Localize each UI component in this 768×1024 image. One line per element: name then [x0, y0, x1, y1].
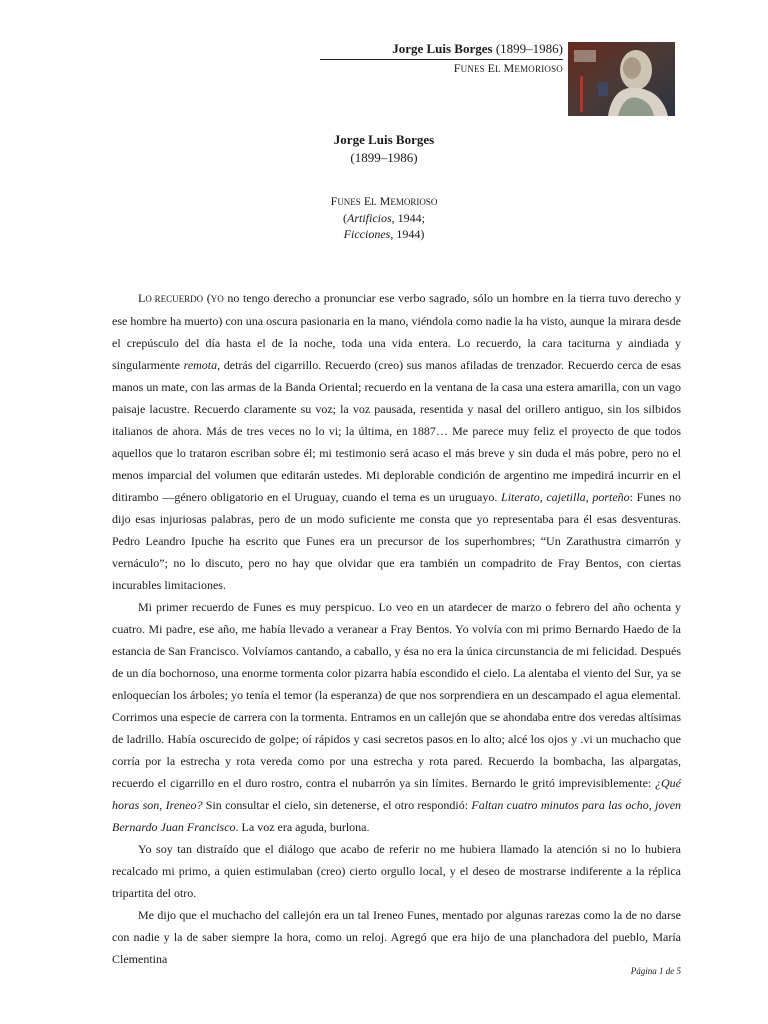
paragraph-4: Me dijo que el muchacho del callejón era un tal Ireneo Funes, mentado por algunas rarezas como la de no darse con nadie y la de saber siempre la hora, como un reloj. Agregó que era hijo de una planchadora del pueblo, María Clementina: [112, 908, 681, 966]
running-head: [320, 40, 563, 76]
running-head-author: Jorge Luis Borges: [392, 41, 493, 56]
running-head-rule: [320, 59, 563, 60]
title-author-block: [0, 131, 768, 167]
running-head-dates: (1899–1986): [495, 41, 563, 56]
story-title-block: [0, 193, 768, 242]
title-author-name: Jorge Luis Borges: [333, 132, 435, 147]
story-title: FUNES EL MEMORIOSO: [330, 194, 438, 208]
running-head-title: FUNES EL MEMORIOSO: [453, 61, 563, 75]
author-portrait-image: [568, 42, 675, 116]
paragraph-3: Yo soy tan distraído que el diálogo que acabo de referir no me hubiera llamado la atención si no lo hubiera recalcado mi primo, a quien estimulaban (creo) cierto orgullo local, y el deseo de mostrarse indiferente a la réplica tripartita del otro.: [112, 842, 681, 900]
story-source-1: (Artificios, 1944;: [342, 211, 425, 225]
paragraph-1: LO RECUERDO (YO no tengo derecho a pronunciar ese verbo sagrado, sólo un hombre en la tierra tuvo derecho y ese hombre ha muerto) con una oscura pasionaria en la mano, viéndola como nadie la ha visto, aunque la mirara desde el crepúsculo del día hasta el de la noche, toda una vida entera. Lo recuerdo, la cara taciturna y aindiada y singularmente remota, detrás del cigarrillo. Recuerdo (creo) sus manos afiladas de trenzador. Recuerdo cerca de esas manos un mate, con las armas de la Banda Oriental; recuerdo en la ventana de la casa una estera amarilla, con un vago paisaje lacustre. Recuerdo claramente su voz; la voz pausada, resentida y nasal del orillero antiguo, sin los silbidos italianos de ahora. Más de tres veces no lo vi; la última, en 1887… Me parece muy feliz el proyecto de que todos aquellos que lo trataron escriban sobre él; mi testimonio será acaso el más breve y sin duda el más pobre, pero no el menos imparcial del volumen que editarán ustedes. Mi deplorable condición de argentino me impedirá incurrir en el ditirambo —género obligatorio en el Uruguay, cuando el tema es un uruguayo. Literato, cajetilla, porteño: Funes no dijo esas injuriosas palabras, pero de un modo suficiente me consta que yo representaba para él esas desventuras. Pedro Leandro Ipuche ha escrito que Funes era un precursor de los superhombres; “Un Zarathustra cimarrón y vernáculo”; no lo discuto, pero no hay que olvidar que era también un compadrito de Fray Bentos, con ciertas incurables limitaciones.: [112, 291, 682, 592]
story-source-2: Ficciones, 1944): [343, 227, 425, 241]
page-number: Página 1 de 5: [630, 966, 681, 976]
title-author-dates: (1899–1986): [350, 150, 418, 165]
story-body: [112, 287, 681, 970]
paragraph-2: Mi primer recuerdo de Funes es muy perspicuo. Lo veo en un atardecer de marzo o febrero del año ochenta y cuatro. Mi padre, ese año, me había llevado a veranear a Fray Bentos. Yo volvía con mi primo Bernardo Haedo de la estancia de San Francisco. Volvíamos cantando, a caballo, y ésa no era la única circunstancia de mi felicidad. Después de un día bochornoso, una enorme tormenta color pizarra había escondido el cielo. La alentaba el viento del Sur, ya se enloquecían los árboles; yo tenía el temor (la esperanza) de que nos sorprendiera en un descampado el agua elemental. Corrimos una especie de carrera con la tormenta. Entramos en un callejón que se ahondaba entre dos veredas altísimas de ladrillo. Había oscurecido de golpe; oí rápidos y casi secretos pasos en lo alto; alcé los ojos y .vi un muchacho que corría por la estrecha y rota vereda como por una estrecha y rota pared. Recuerdo la bombacha, las alpargatas, recuerdo el cigarrillo en el duro rostro, contra el nubarrón ya sin límites. Bernardo le gritó imprevisiblemente: ¿Qué horas son, Ireneo? Sin consultar el cielo, sin detenerse, el otro respondió: Faltan cuatro minutos para las ocho, joven Bernardo Juan Francisco. La voz era aguda, burlona.: [112, 600, 682, 834]
